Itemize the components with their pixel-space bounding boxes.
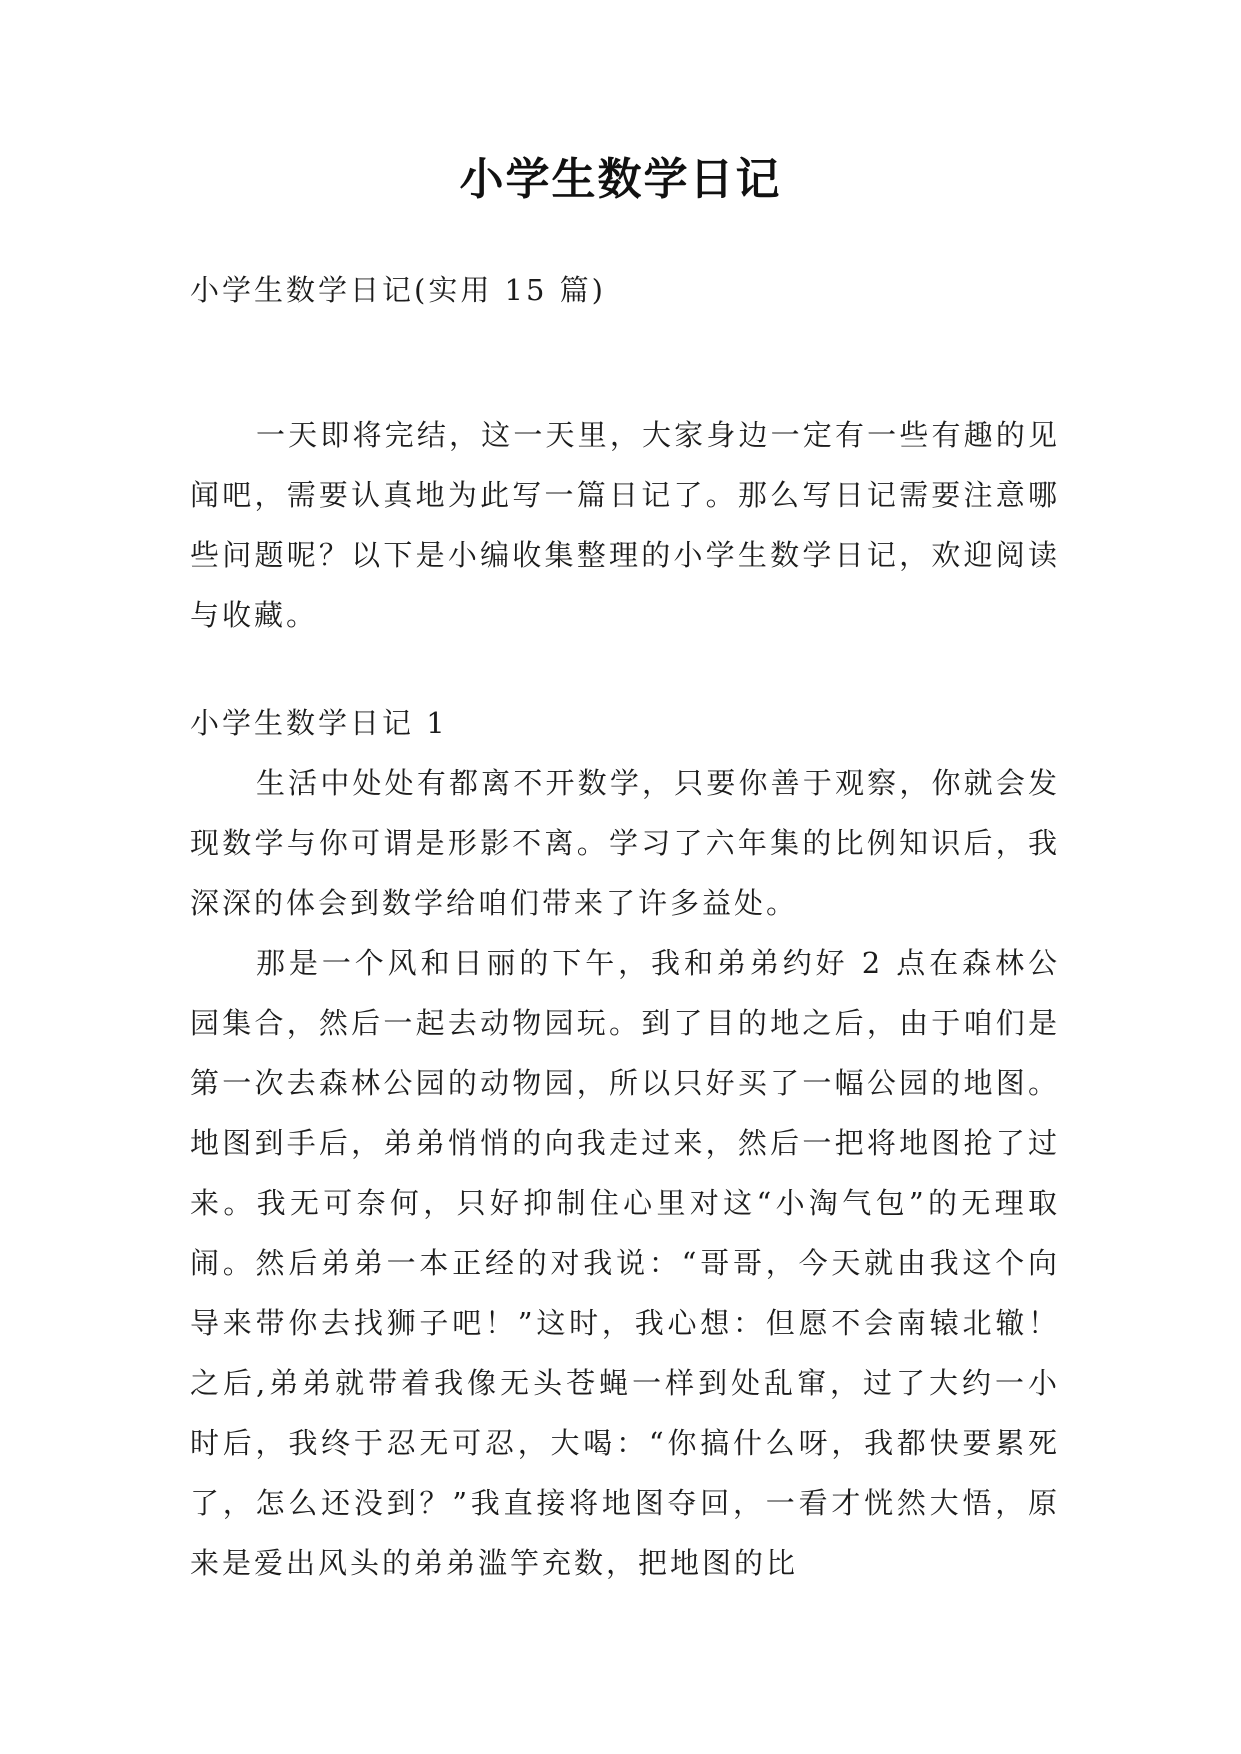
section-paragraph: 生活中处处有都离不开数学，只要你善于观察，你就会发现数学与你可谓是形影不离。学习了六年集的比例知识后，我深深的体会到数学给咱们带来了许多益处。	[190, 766, 1060, 920]
section-1	[190, 693, 1060, 1593]
section-paragraph: 那是一个风和日丽的下午，我和弟弟约好 2 点在森林公园集合，然后一起去动物园玩。到了目的地之后，由于咱们是第一次去森林公园的动物园，所以只好买了一幅公园的地图。地图到手后，弟弟悄悄的向我走过来，然后一把将地图抢了过来。我无可奈何，只好抑制住心里对这“小淘气包”的无理取闹。然后弟弟一本正经的对我说：“哥哥，今天就由我这个向导来带你去找狮子吧！”这时，我心想：但愿不会南辕北辙！之后,弟弟就带着我像无头苍蝇一样到处乱窜，过了大约一小时后，我终于忍无可忍，大喝：“你搞什么呀，我都快要累死了，怎么还没到？”我直接将地图夺回，一看才恍然大悟，原来是爱出风头的弟弟滥竽充数，把地图的比	[190, 946, 1060, 1580]
intro-paragraph: 一天即将完结，这一天里，大家身边一定有一些有趣的见闻吧，需要认真地为此写一篇日记了。那么写日记需要注意哪些问题呢？以下是小编收集整理的小学生数学日记，欢迎阅读与收藏。	[190, 418, 1060, 632]
document-subtitle: 小学生数学日记(实用 15 篇)	[190, 273, 606, 307]
document-title: 小学生数学日记	[459, 154, 782, 205]
section-heading: 小学生数学日记 1	[190, 706, 448, 740]
